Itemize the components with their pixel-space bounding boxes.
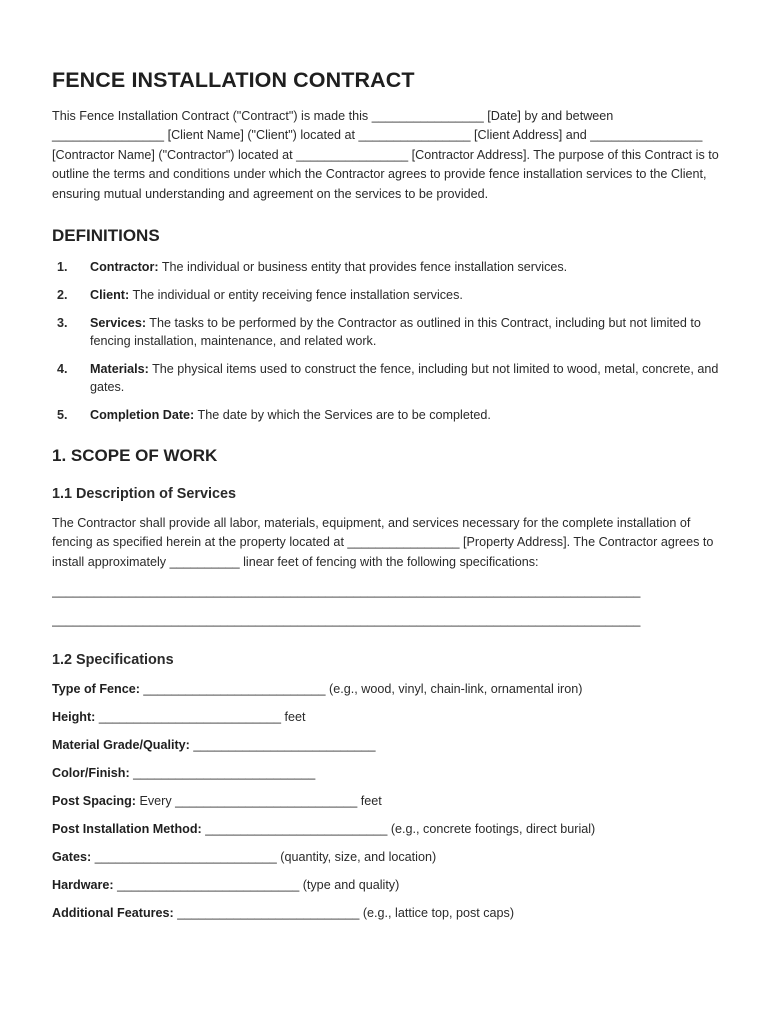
spec-row xyxy=(52,708,720,726)
spec-value: __________________________ (e.g., lattice top, post caps) xyxy=(173,906,515,921)
definition-number: 5. xyxy=(57,408,68,423)
spec-value: __________________________ (type and quality) xyxy=(113,878,400,893)
definitions-list xyxy=(52,258,720,424)
spec-row xyxy=(52,736,720,754)
spec-label: Gates: xyxy=(52,850,92,865)
definition-text: The physical items used to construct the fence, including but not limited to wood, metal, concrete, and gates. xyxy=(90,362,719,395)
definition-item xyxy=(52,406,720,424)
spec-value: __________________________ xyxy=(189,738,376,753)
definition-term: Materials: xyxy=(90,362,149,377)
definition-term: Contractor: xyxy=(90,260,159,275)
intro-paragraph: This Fence Installation Contract ("Contract") is made this ________________ [Date] by and between ________________ [Client Name] ("Client") located at ________________ [Client Address] and ________________ [Contractor Name] ("Contractor") located at ________________ [Contractor Address]. The purpose of this Contract is to outline the terms and conditions under which the Contractor agrees to provide fence installation services to the Client, ensuring mutual understanding and agreement on the services to be provided. xyxy=(52,109,719,201)
definition-text: The date by which the Services are to be completed. xyxy=(194,408,491,423)
specifications-list xyxy=(52,680,720,922)
spec-value: __________________________ (e.g., wood, vinyl, chain-link, ornamental iron) xyxy=(139,682,583,697)
contract-page xyxy=(52,68,720,932)
definition-number: 1. xyxy=(57,260,68,275)
spec-label: Height: xyxy=(52,710,96,725)
spec-row xyxy=(52,876,720,894)
document-title: FENCE INSTALLATION CONTRACT xyxy=(52,68,415,92)
spec-value: __________________________ xyxy=(129,766,316,781)
spec-row xyxy=(52,904,720,922)
spec-row xyxy=(52,820,720,838)
spec-label: Post Spacing: xyxy=(52,794,136,809)
definition-text: The individual or entity receiving fence installation services. xyxy=(129,288,463,303)
spec-row xyxy=(52,764,720,782)
description-paragraph: The Contractor shall provide all labor, materials, equipment, and services necessary for the complete installation of fencing as specified herein at the property located at ________________ [Property Address]. The Contractor agrees to install approximately __________ linear feet of fencing with the following specifications: xyxy=(52,516,714,569)
spec-label: Post Installation Method: xyxy=(52,822,202,837)
blank-line-1: ____________________________________________________________________________________ xyxy=(52,584,641,599)
definition-number: 4. xyxy=(57,362,68,377)
definition-text: The tasks to be performed by the Contractor as outlined in this Contract, including but not limited to fencing installation, maintenance, and related work. xyxy=(90,316,701,349)
definitions-heading: DEFINITIONS xyxy=(52,226,160,246)
definition-number: 2. xyxy=(57,288,68,303)
description-of-services-heading: 1.1 Description of Services xyxy=(52,486,236,503)
definition-term: Completion Date: xyxy=(90,408,195,423)
definition-term: Services: xyxy=(90,316,147,331)
spec-value: Every __________________________ feet xyxy=(135,794,382,809)
spec-value: __________________________ (quantity, size, and location) xyxy=(91,850,437,865)
spec-row xyxy=(52,680,720,698)
spec-label: Material Grade/Quality: xyxy=(52,738,190,753)
blank-line-2: ____________________________________________________________________________________ xyxy=(52,613,641,628)
definition-item xyxy=(52,286,720,304)
definition-term: Client: xyxy=(90,288,130,303)
spec-label: Type of Fence: xyxy=(52,682,140,697)
spec-label: Hardware: xyxy=(52,878,114,893)
definition-text: The individual or business entity that provides fence installation services. xyxy=(158,260,568,275)
spec-label: Color/Finish: xyxy=(52,766,130,781)
spec-label: Additional Features: xyxy=(52,906,174,921)
definition-item xyxy=(52,360,720,396)
spec-row xyxy=(52,792,720,810)
spec-value: __________________________ (e.g., concrete footings, direct burial) xyxy=(201,822,596,837)
definition-item xyxy=(52,314,720,350)
definition-number: 3. xyxy=(57,316,68,331)
specifications-heading: 1.2 Specifications xyxy=(52,652,174,669)
definition-item xyxy=(52,258,720,276)
scope-of-work-heading: 1. SCOPE OF WORK xyxy=(52,446,218,466)
spec-value: __________________________ feet xyxy=(95,710,306,725)
spec-row xyxy=(52,848,720,866)
